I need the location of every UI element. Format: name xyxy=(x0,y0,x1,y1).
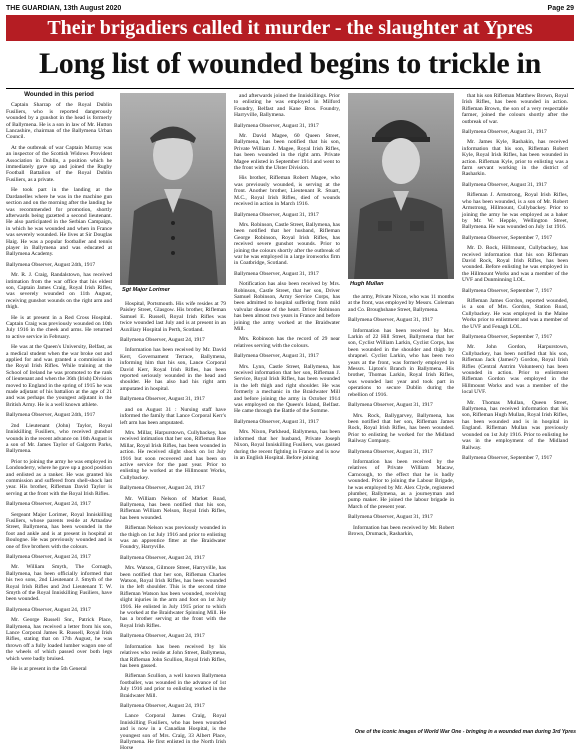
article-paragraph: that his son Rifleman Matthew Brown, Royal Irish Rifles, has been wounded in action. Rifleman Brown, the son of a very respectable farmer, joined the colours shortly after the outbreak of war. xyxy=(462,93,568,125)
article-paragraph: Mrs. Robinson, Castle Street, Ballymena, has been notified that her husband, Rifleman George Robinson, Royal Irish Rifles, has received severe gunshot wounds. Prior to joining the colours shortly after the outbreak of war he was employed in a large ironworks firm in Coatbridge, Scotland. xyxy=(234,221,340,267)
footer-photo-caption: One of the iconic images of World War One - bringing in a wounded man during 3rd Ypres xyxy=(354,729,576,735)
source-line: Ballymena Observer, August 31, 1917 xyxy=(348,402,433,409)
source-line: Ballymena Observer, August 24, 1917 xyxy=(120,485,205,492)
article-paragraph: Sergeant Major Lorimer, Royal Inniskilling Fusiliers, whose parents reside at Artnadaw Street, Ballymena, has been wounded in the foot and ankle and is at present in hospital at Boulogne. He was previously wounded and is one of five brothers with the colours. xyxy=(6,511,112,550)
article-column-1 xyxy=(6,92,112,729)
source-line: Ballymena Observer, August 31, 1917 xyxy=(234,211,319,218)
page-number: Page 29 xyxy=(547,5,574,12)
article-paragraph: Rifleman J. Armstrong, Royal Irish Rifles, who has been wounded, is a son of Mr. Robert Armstrong, Hillmount, Cullybackey. Prior to joining the army he was employed as a baker by Mr. W. Hepple, Wellington Street, Ballymena. He was wounded on July 1st 1916. xyxy=(462,192,568,231)
photo-hugh-mullan xyxy=(348,93,454,279)
source-line: Ballymena Observer, September 7, 1917 xyxy=(462,234,553,241)
source-line: Ballymena Observer, August 31, 1917 xyxy=(348,514,433,521)
soldier-portrait-icon xyxy=(120,93,226,285)
source-line: Ballymena Observer, August 24, 1917 xyxy=(6,554,91,560)
source-line: Ballymena Observer, August 31, 1917 xyxy=(462,129,547,136)
article-column-4 xyxy=(348,294,454,729)
banner-strap: Their brigadiers called it murder - the slaughter at Ypres xyxy=(6,15,574,41)
source-line: Ballymena Observer, September 7, 1917 xyxy=(462,334,553,340)
source-line: Ballymena Observer, August 24, 1917 xyxy=(6,501,91,508)
article-paragraph: Information has been received by Mr. David Kerr, Governament Terrace, Ballymena, informing him that his son, Lance Corporal David Kerr, Royal Irish Rifles, has been reported seriously wounded in the head and shoulder. He has also had his right arm amputated in hospital. xyxy=(120,347,226,392)
publication-line: THE GUARDIAN, 13th August 2020 xyxy=(6,5,122,12)
article-paragraph: Prior to joining the army he was employed in Londonderry, where he gave up a good position and enlisted as a ranker. He was granted his commission and suffered from shell-shock last year. His brother, Rifleman David Taylor is serving at the front with the Royal Irish Rifles. xyxy=(6,458,112,497)
article-column-5 xyxy=(462,93,568,729)
article-paragraph: Captain Sharrap of the Royal Dublin Fusiliers, who is reported dangerously wounded by a gunshot in the head is formerly of Ballymena. He is a son in law of Mr. Hutton Lancashire, chairman of the Ballymena Urban Council. xyxy=(6,102,112,141)
article-paragraph: His brother, Rifleman Robert Magee, who was previously wounded, is serving at the front. Another brother, Lieutenant R. Stuart, M.C., Royal Irish Rifles, died of wounds received in action in March 1916. xyxy=(234,175,340,208)
article-paragraph: Notification has also been received by Mrs. Robinson, Castle Street, that her son, Driver Samuel Robinson, Army Service Corps, has been admitted to hospital suffering from mild valvular disease of the heart. Driver Robinson has been almost two years in France and before joining the army worked at the Braidwater Mill. xyxy=(234,281,340,332)
source-line: Ballymena Observer, September 7, 1917 xyxy=(462,454,553,461)
section-kicker: Wounded in this period xyxy=(24,91,94,98)
source-line: Ballymena Observer, August 24th, 1917 xyxy=(6,412,96,419)
article-paragraph: Rifleman James Gordon, reported wounded, is a son of Mrs. Gordon, Station Road, Cullybackey. He was employed in the Maine Works prior to enlistment and was a member of the UVF and Fenagh LOL. xyxy=(462,297,568,330)
article-paragraph: Information has been received by his relatives who reside at John Street, Ballymena, that Rifleman John Scullion, Royal Irish Rifles, has been gassed. xyxy=(120,643,226,669)
article-paragraph: and on August 31 : Nursing staff have informed the family that Lance Corporal Kerr's left arm has been amputated. xyxy=(120,406,226,426)
article-paragraph: Information has been received by Mr. Robert Brown, Drumack, Rasharkin, xyxy=(348,524,454,537)
article-paragraph: Information has been received by Mrs. Larkin of 22 Hill Street, Ballymena that her son, Cyclist William Larkin, Cyclist Corps, has been wounded in the shoulder and thigh by shrapnel. Cyclist Larkin, who has been two years at the front, was formerly employed in Messrs. Lipton's Branch in Ballymena. His brother, Thomas Larkin, Royal Irish Rifles, was wounded last year and took part in operations to secure Dublin during the rebellion of 1916. xyxy=(348,327,454,398)
article-paragraph: Mrs. Millar, Harpurstown, Cullybackey, has received intimation that her son, Rifleman Roe Millar, Royal Irish Rifles, has been wounded in action. He received slight shock on 1st July 1916 but soon recovered and has been on active service for the past year. Prior to enlisting he worked at the Hillmount Works, Cullybackey. xyxy=(120,429,226,481)
page-header xyxy=(6,4,574,14)
article-paragraph: Mr. David Magee, 60 Queen Street, Ballymena, has been notified that his son, Private William J. Magee, Royal Irish Rifles, has been wounded in the right arm. Private Magee enlisted in September 1914 and went to the front with the Ulster Division. xyxy=(234,133,340,172)
source-line: Ballymena Observer, August 24, 1917 xyxy=(120,554,205,561)
article-paragraph: Mrs. Lynn, Castle Street, Ballymena, has received information that her son, Rifleman J. Service, Royal Irish Rifles, has been wounded in the left thigh and right shoulder. He was formerly a mechanic in the Braidwater Mill and before joining the army in October 1914 was employed on the Queen's Island, Belfast. He came through the Battle of the Somme. xyxy=(234,363,340,415)
article-paragraph: 2nd Lieutenant (John) Taylor, Royal Inniskilling Fusiliers, who received gunshot wounds in the recent advance on 16th August is a son of Mr. James Taylor of Galgorm Parks, Ballymena. xyxy=(6,422,112,455)
article-paragraph: and afterwards joined the Inniskillings. Prior to enlisting he was employed in Milford Foundry, Belfast and Kane Bros. Foundry, Harryville, Ballymena. xyxy=(234,93,340,119)
photo-caption-1: Sgt Major Lorimer xyxy=(122,287,170,293)
photo-sgt-major-lorimer xyxy=(120,93,226,285)
soldier-portrait-icon xyxy=(348,93,454,279)
source-line: Ballymena Observer, August 31, 1917 xyxy=(120,396,205,403)
source-line: Ballymena Observer, September 7, 1917 xyxy=(462,287,553,294)
article-paragraph: the army, Private Nixon, who was 11 months at the front, was employed by Messrs. Coleman and Co. Broughshane Street, Ballymena. xyxy=(348,294,454,313)
source-line: Ballymena Observer, August 24, 1917 xyxy=(6,606,91,613)
article-paragraph: Mrs. Watson, Gilmore Street, Harryville, has been notified that her son, Rifleman Charles Watson, Royal Irish Rifles, has been wounded in the left shoulder. This is the second time Rifleman Watson has been wounded, receiving slight injuries in the arm and foot on 1st July 1916. He enlisted in July 1915 prior to which he worked at the Braidwater Spinning Mill. He has a brother serving at the front with the Royal Irish Rifles. xyxy=(120,565,226,629)
article-paragraph: Mr. William Smyth, The Cornagh, Ballymena, has been officially informed that his two sons, 2nd Lieutenant J. Smyth of the Royal Irish Rifles and 2nd Lieutenant T. W. Smyth of the Royal Inniskilling Fusiliers, have been wounded. xyxy=(6,564,112,603)
article-paragraph: Mr. D. Rock, Hillmount, Cullybackey, has received information that his son Rifleman David Rock, Royal Irish Rifles, has been wounded. Before enlisting he was employed in the Hillmount Works and was a member of the UVF and Dunminning LOL. xyxy=(462,245,568,284)
source-line: Ballymena Observer, August 24, 1917 xyxy=(120,633,205,640)
source-line: Ballymena Observer, August 24, 1917 xyxy=(120,337,205,344)
article-column-3 xyxy=(234,93,340,729)
source-line: Ballymena Observer, August 31, 1917 xyxy=(348,317,433,324)
article-paragraph: He is at present in the 5th General xyxy=(11,666,87,673)
article-paragraph: Mrs. Robinson has the record of 29 near relatives serving with the colours. xyxy=(234,336,340,349)
photo-caption-2: Hugh Mullan xyxy=(350,281,384,287)
article-paragraph: Hospital, Portsmouth. His wife resides at 79 Paisley Street, Glasgow. His brother, Rifleman Samuel E. Russell, Royal Irish Rifles was twice wounded last July and is at present in an Auxiliary Hospital in Perth, Scotland. xyxy=(120,301,226,333)
article-paragraph: Mr. William Nelson of Market Road, Ballymena, has been notified that his son, Rifleman William Nelson, Royal Irish Rifles, has been wounded. xyxy=(120,495,226,521)
headline-rule xyxy=(6,88,574,89)
article-paragraph: Mr. John Gordon, Harpurstown, Cullybackey, has been notified that his son, Rifleman Jack (James?) Gordon, Royal Irish Rifles (Central Antrim Volunteers) has been wounded in action. Prior to enlistment Rifleman Gordon was employed in the Hillmount Works and was a member of the local UVF. xyxy=(462,344,568,396)
article-paragraph: Mr. James Kyle, Rashakin, has received information that his son, Rifleman Robert Kyle, Royal Irish Rifles, has been wounded in action. Rifleman Kyle, prior to enlisting was a farm servant working in the district of Rasharkin. xyxy=(462,139,568,178)
source-line: Ballymena Observer, August 31, 1917 xyxy=(234,353,319,360)
article-paragraph: Mrs. Rock, Ballygarvey, Ballymena, has been notified that her son, Rifleman James Rock, Royal Irish Rifles, has been wounded. Prior to enlisting he worked for the Midland Railway Company. xyxy=(348,412,454,445)
article-paragraph: Mrs. Nixon, Parkhead, Ballymena, has been informed that her husband, Private Joseph Nixon, Royal Inniskilling Fusiliers, was gassed during the recent fighting in France and is now in an English Hospital. Before joining xyxy=(234,429,340,461)
article-paragraph: He was at the Queen's University, Belfast, as a medical student when the war broke out and applied for and was granted a commission in the Royal Irish Rifles. While training at the School of Ireland he was promoted to the rank of lieutenant and when the 36th (Irish) Division moved to England in the spring of 1915 he was made adjutant of his battalion at the age of 21 and was perhaps the youngest adjutant in the British Army. He is a well known athlete. xyxy=(6,344,112,408)
article-paragraph: Mr. George Russell Snr., Patrick Place, Ballymena, has received a letter from his son, Lance Corporal James R. Russell, Royal Irish Rifles, stating that on 17th August, he was thrown off a fully loaded lumber wagon one of the wheels of which passed over both legs which were badly bruised. xyxy=(6,617,112,662)
article-paragraph: Information has been received by the relatives of Private William Macaw, Carncough, to the effect that he is badly wounded. Prior to joining the Labour Brigade, he was employed by Mr. Alex Clyde, registered plumber, Ballymena, as a journeyman and pump maker. He joined the labour brigade in March of the present year. xyxy=(348,458,454,510)
article-paragraph: Mr. R. J. Craig, Randalstown, has received intimation from the war office that his eldest son, Captain James Craig, Royal Irish Rifles, was severely wounded on 11th August, receiving gunshot wounds on the right arm and thigh. xyxy=(6,272,112,311)
article-paragraph: Rifleman Scullion, a well known Ballymena footballer, was wounded in the advance of 1st July 1916 and prior to enlisting worked in the Braidwater Mill. xyxy=(120,673,226,699)
source-line: Ballymena Observer, August 31, 1917 xyxy=(234,418,319,425)
article-paragraph: He took part in the landing at the Dardanelles where he was in the machine gun section and on the morning after the landing he was recommended for promotion, shortly afterwards being gazetted a second lieutenant. He also participated in the Serbian Campaign, in which he was wounded and when in France was severely wounded. He lives at Sir Douglas Haig. He was a popular footballer and tennis player in Ballymena and was educated at Ballymena Academy. xyxy=(6,187,112,258)
article-paragraph: At the outbreak of war Captain Murray was an inspector of the Scottish Widows Provident Association in Dublin, a position which he immediately gave up and joined the Rugby Football Battalion of the Royal Dublin Fusiliers, as a private. xyxy=(6,144,112,183)
article-paragraph: Lance Corporal James Craig, Royal Inniskilling Fusiliers, who has been wounded and is now in a Canadian Hospital, is the youngest son of Mrs. Craig, 33 Albert Place, Ballymena. He first enlisted in the North Irish Horse xyxy=(120,713,226,752)
article-column-2 xyxy=(120,301,226,752)
source-line: Ballymena Observer, August 31, 1917 xyxy=(348,448,433,455)
source-line: Ballymena Observer, August 24th, 1917 xyxy=(6,261,96,268)
article-paragraph: He is at present in a Red Cross Hospital. Captain Craig was previously wounded on 10th July 1916 in the cheek and arms. He returned to active service in February. xyxy=(6,314,112,340)
source-line: Ballymena Observer, August 24, 1917 xyxy=(120,702,205,709)
article-paragraph: Rifleman Nelson was previously wounded in the thigh on 1st July 1916 and prior to enlisting was an apprentice fitter at the Braidwater Foundry, Harryville. xyxy=(120,525,226,551)
page-headline: Long list of wounded begins to trickle in xyxy=(39,47,541,80)
source-line: Ballymena Observer, August 31, 1917 xyxy=(462,181,547,188)
source-line: Ballymena Observer, August 31, 1917 xyxy=(234,270,319,277)
source-line: Ballymena Observer, August 31, 1917 xyxy=(234,122,319,129)
article-paragraph: Mr. Thomas Mullan, Queen Street, Ballymena, has received information that his son, Rifleman Hugh Mullan, Royal Irish Rifles, has been wounded and is in hospital in England. Rifleman Mullan was previously wounded on 1st July 1916. Prior to enlisting he was in the employment of the Midland Railway. xyxy=(462,399,568,451)
